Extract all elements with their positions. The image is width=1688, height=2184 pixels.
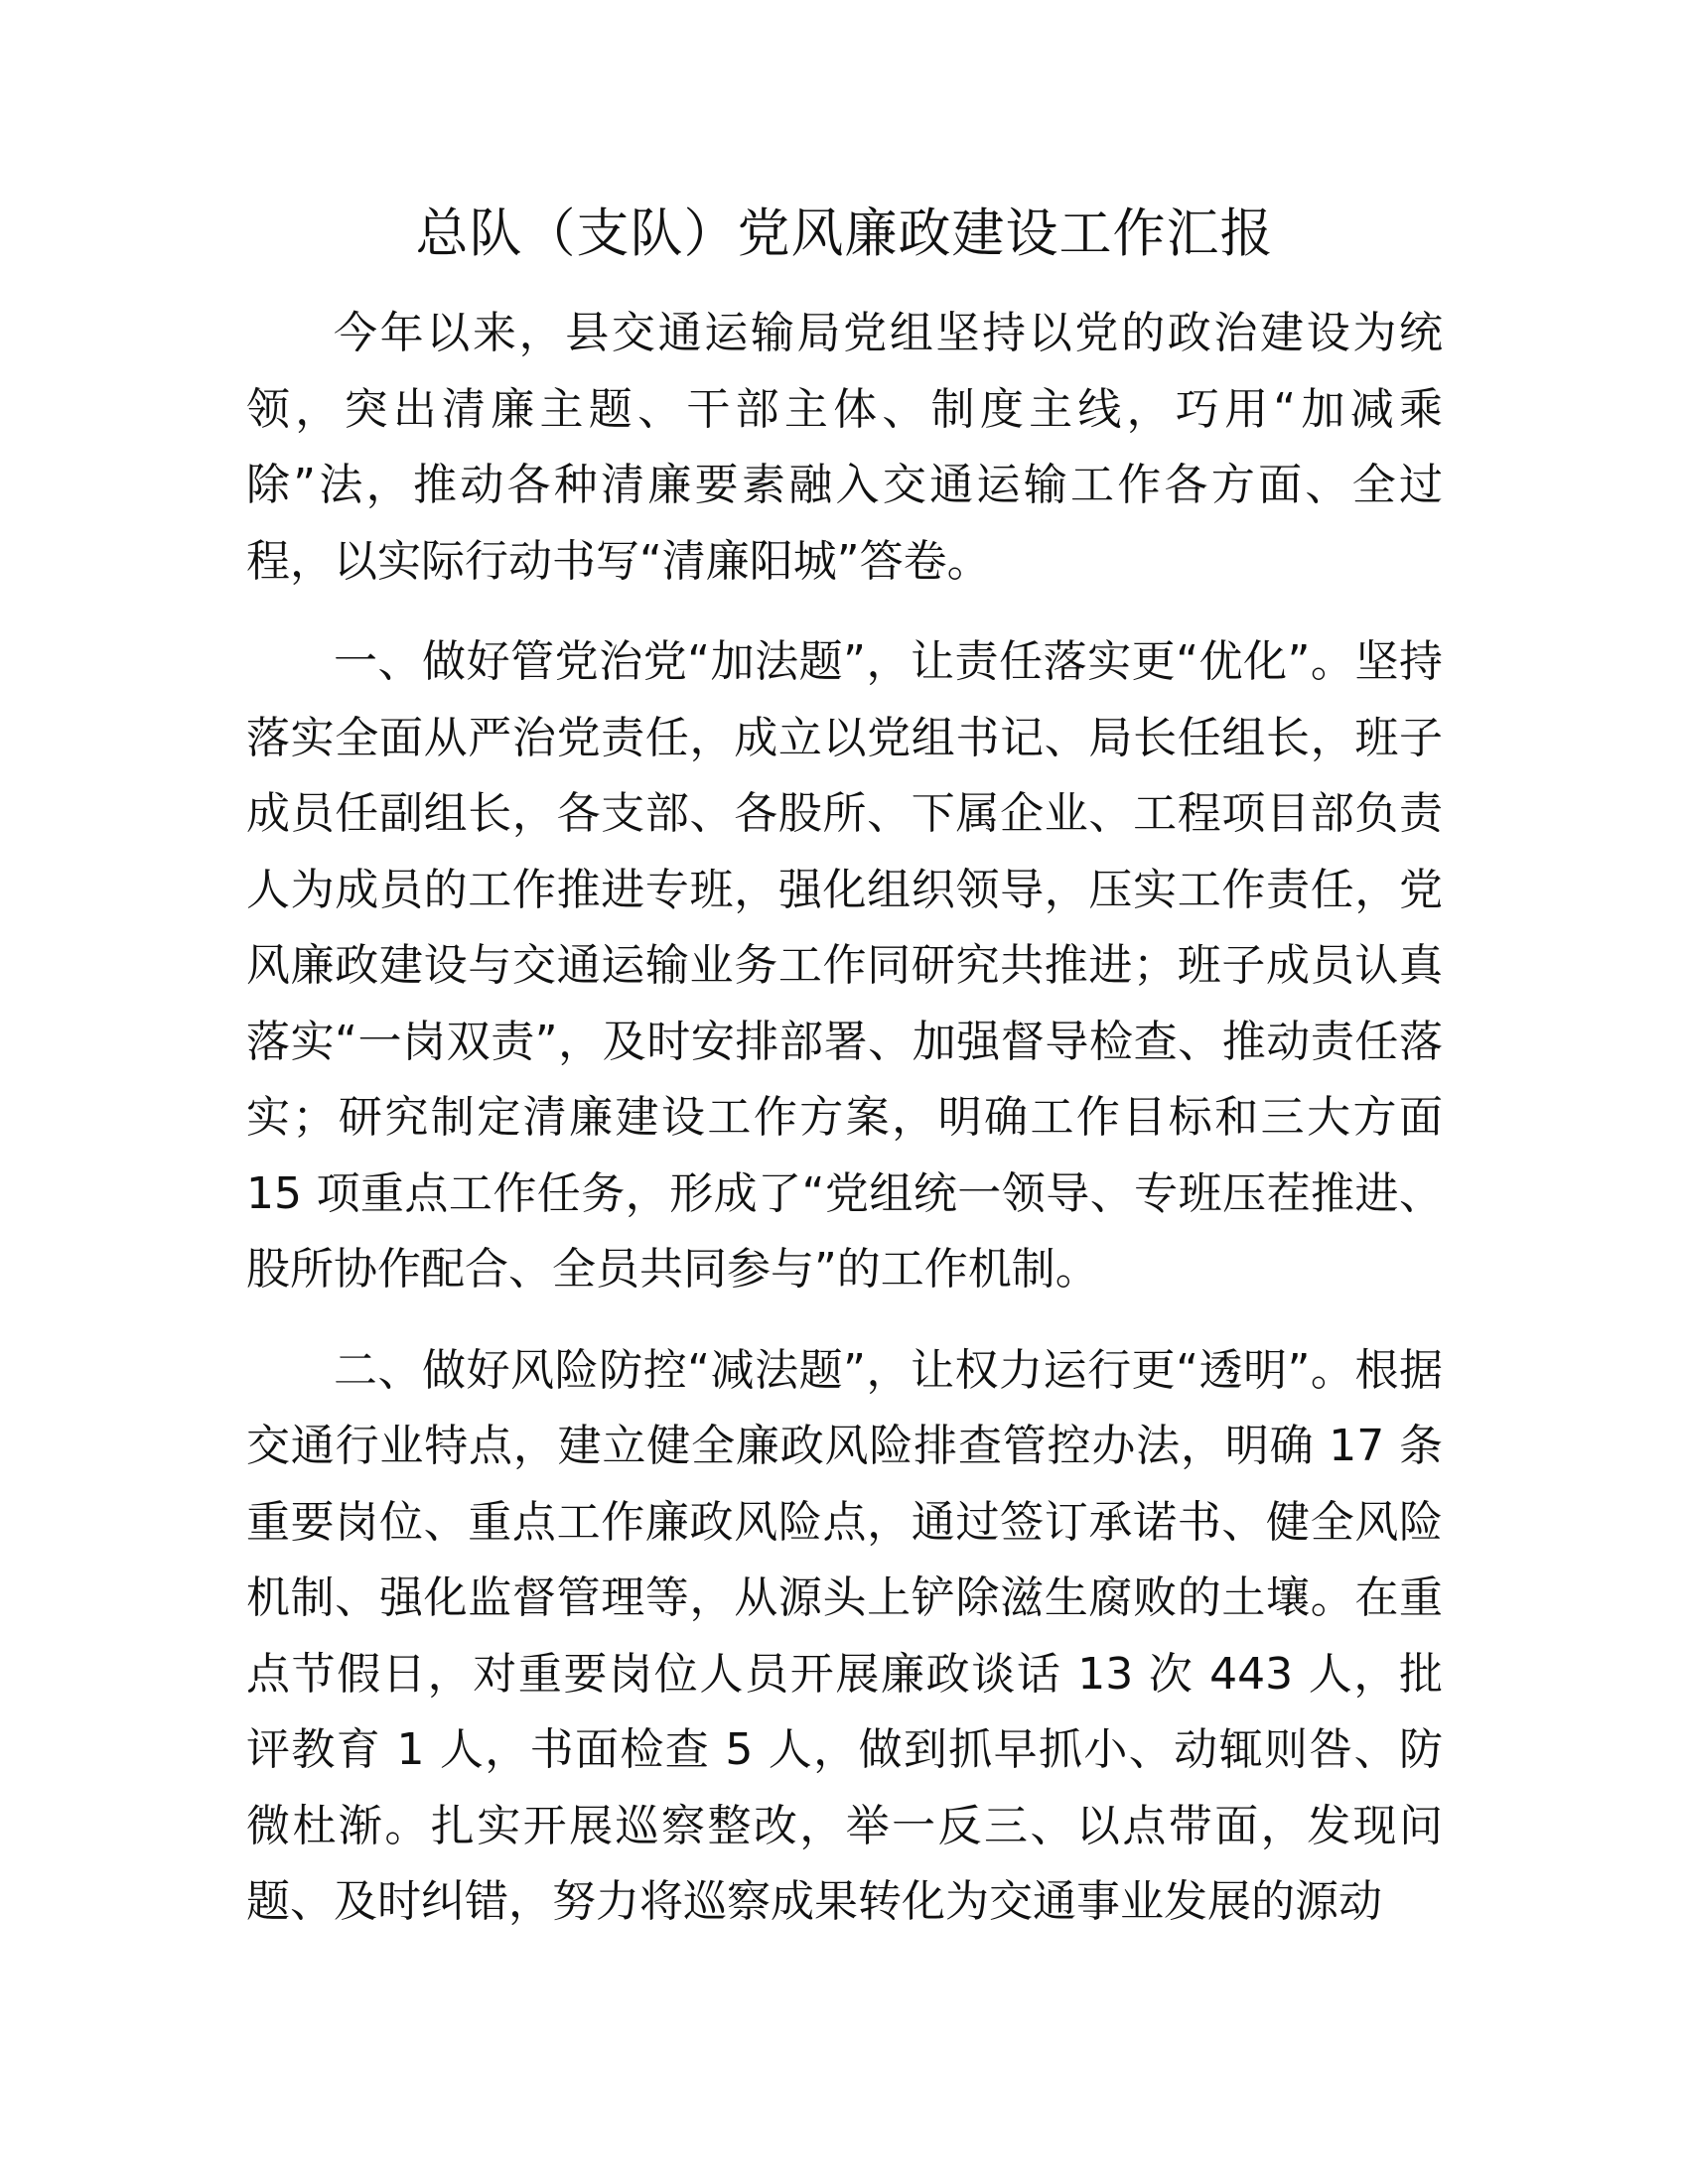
paragraph-section-two: 二、做好风险防控“减法题”，让权力运行更“透明”。根据交通行业特点，建立健全廉政风险排查管控办法，明确 17 条重要岗位、重点工作廉政风险点，通过签订承诺书、健全风险机制、强化监督管理等，从源头上铲除滋生腐败的土壤。在重点节假日，对重要岗位人员开展廉政谈话 13 次 443 人，批评教育 1 人，书面检查 5 人，做到抓早抓小、动辄则咎、防微杜渐。扎实开展巡察整改，举一反三、以点带面，发现问题、及时纠错，努力将巡察成果转化为交通事业发展的源动 [246,1344,1443,1927]
document-page [246,199,1443,1966]
paragraph-intro: 今年以来，县交通运输局党组坚持以党的政治建设为统领，突出清廉主题、干部主体、制度主线，巧用“加减乘除”法，推动各种清廉要素融入交通运输工作各方面、全过程，以实际行动书写“清廉阳城”答卷。 [246,308,1443,587]
document-title: 总队（支队）党风廉政建设工作汇报 [415,204,1274,264]
paragraph-section-one: 一、做好管党治党“加法题”，让责任落实更“优化”。坚持落实全面从严治党责任，成立以党组书记、局长任组长，班子成员任副组长，各支部、各股所、下属企业、工程项目部负责人为成员的工作推进专班，强化组织领导，压实工作责任，党风廉政建设与交通运输业务工作同研究共推进；班子成员认真落实“一岗双责”，及时安排部署、加强督导检查、推动责任落实；研究制定清廉建设工作方案，明确工作目标和三大方面 15 项重点工作任务，形成了“党组统一领导、专班压茬推进、股所协作配合、全员共同参与”的工作机制。 [246,636,1443,1295]
